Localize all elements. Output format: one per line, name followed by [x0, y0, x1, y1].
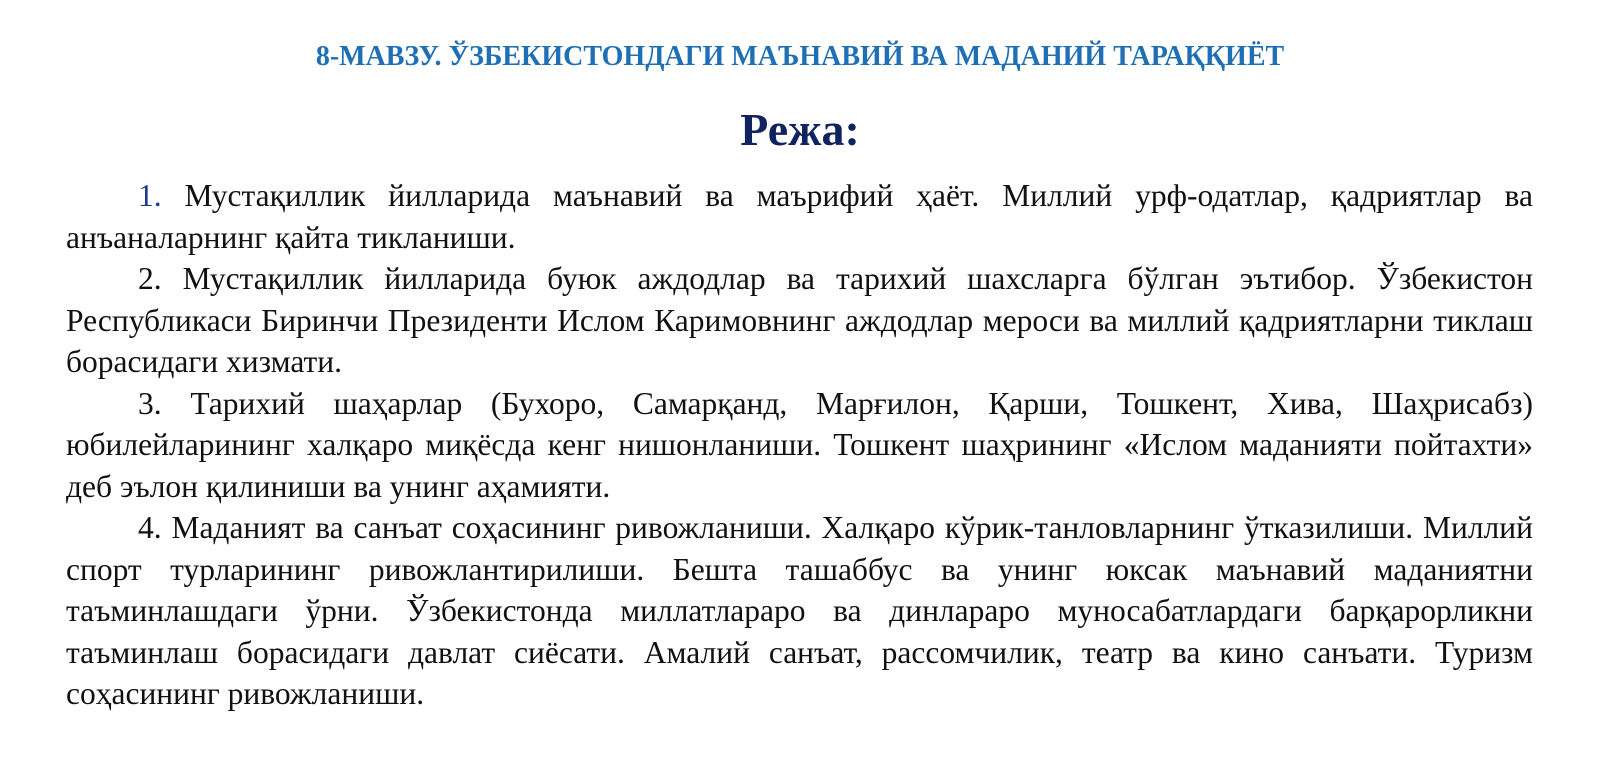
plan-item-text: Мустақиллик йилларида буюк аждодлар ва тарихий шахсларга бўлган эътибор. Ўзбекистон Республикаси Биринчи Президенти Ислом Каримовнинг аждодлар мероси ва миллий қадриятларни тиклаш борасидаги хизмати. [66, 261, 1533, 379]
plan-item-text: Мустақиллик йилларида маънавий ва маърифий ҳаёт. Миллий урф-одатлар, қадриятлар ва анъаналарнинг қайта тикланиши. [66, 178, 1533, 255]
topic-title: 8-МАВЗУ. ЎЗБЕКИСТОНДАГИ МАЪНАВИЙ ВА МАДАНИЙ ТАРАҚҚИЁТ [315, 41, 1285, 72]
plan-item-number: 2. [138, 261, 162, 296]
plan-item-3 [66, 383, 1533, 508]
plan-item-4 [66, 507, 1533, 715]
plan-item-number: 4. [138, 510, 162, 545]
plan-item-number: 1. [138, 178, 162, 213]
plan-list [66, 175, 1533, 715]
plan-item-2 [66, 258, 1533, 383]
plan-item-text: Тарихий шаҳарлар (Бухоро, Самарқанд, Марғилон, Қарши, Тошкент, Хива, Шаҳрисабз) юбилейларининг халқаро миқёсда кенг нишонланиши. Тошкент шаҳрининг «Ислом маданияти пойтахти» деб эълон қилиниши ва унинг аҳамияти. [66, 385, 1533, 504]
plan-item-1 [66, 175, 1533, 258]
plan-heading: Режа: [740, 104, 860, 155]
plan-item-text: Маданият ва санъат соҳасининг ривожланиши. Халқаро кўрик-танловларнинг ўтказилиши. Миллий спорт турларининг ривожлантирилиши. Бешта ташаббус ва унинг юксак маънавий маданиятни таъминлашдаги ўрни. Ўзбекистонда миллатлараро ва динлараро муносабатлардаги барқарорликни таъминлаш борасидаги давлат сиёсати. Амалий санъат, рассомчилик, театр ва кино санъати. Туризм соҳасининг ривожланиши. [66, 510, 1533, 711]
plan-item-number: 3. [138, 385, 162, 421]
